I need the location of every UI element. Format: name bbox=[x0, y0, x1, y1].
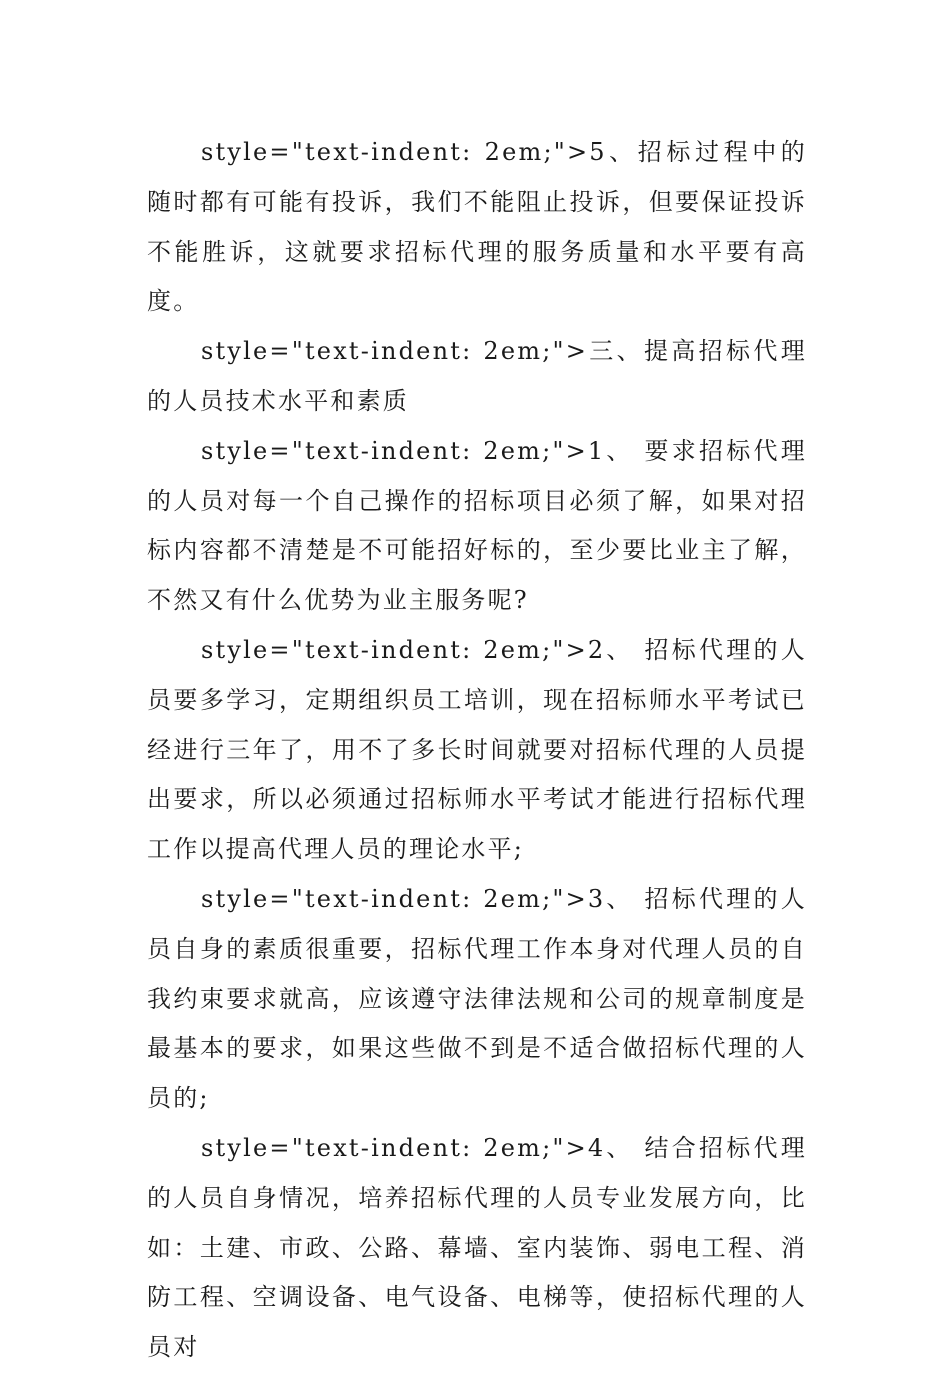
paragraph-personal-quality: style="text-indent: 2em;">3、 招标代理的人员自身的素质很重要，招标代理工作本身对代理人员的自我约束要求就高，应该遵守法律法规和公司的规章制度是最基本的要求，如果这些做不到是不适合做招标代理的人员的; bbox=[147, 884, 807, 1113]
paragraph-specialization: style="text-indent: 2em;">4、 结合招标代理的人员自身情况，培养招标代理的人员专业发展方向，比如：土建、市政、公路、幕墙、室内装饰、弱电工程、消防工程、空调设备、电气设备、电梯等，使招标代理的人员对 bbox=[147, 1133, 807, 1362]
paragraph-study-training: style="text-indent: 2em;">2、 招标代理的人员要多学习，定期组织员工培训，现在招标师水平考试已经进行三年了，用不了多长时间就要对招标代理的人员提出要求，所以必须通过招标师水平考试才能进行招标代理工作以提高代理人员的理论水平; bbox=[147, 635, 807, 864]
section-heading-improve-skills: style="text-indent: 2em;">三、提高招标代理的人员技术水平和素质 bbox=[147, 337, 807, 415]
paragraph-complaints: style="text-indent: 2em;">5、招标过程中的随时都有可能有投诉，我们不能阻止投诉，但要保证投诉不能胜诉，这就要求招标代理的服务质量和水平要有高度。 bbox=[147, 138, 807, 316]
document-body bbox=[147, 128, 807, 1373]
paragraph-understand-projects: style="text-indent: 2em;">1、 要求招标代理的人员对每一个自己操作的招标项目必须了解，如果对招标内容都不清楚是不可能招好标的，至少要比业主了解，不然又有什么优势为业主服务呢? bbox=[147, 436, 807, 615]
